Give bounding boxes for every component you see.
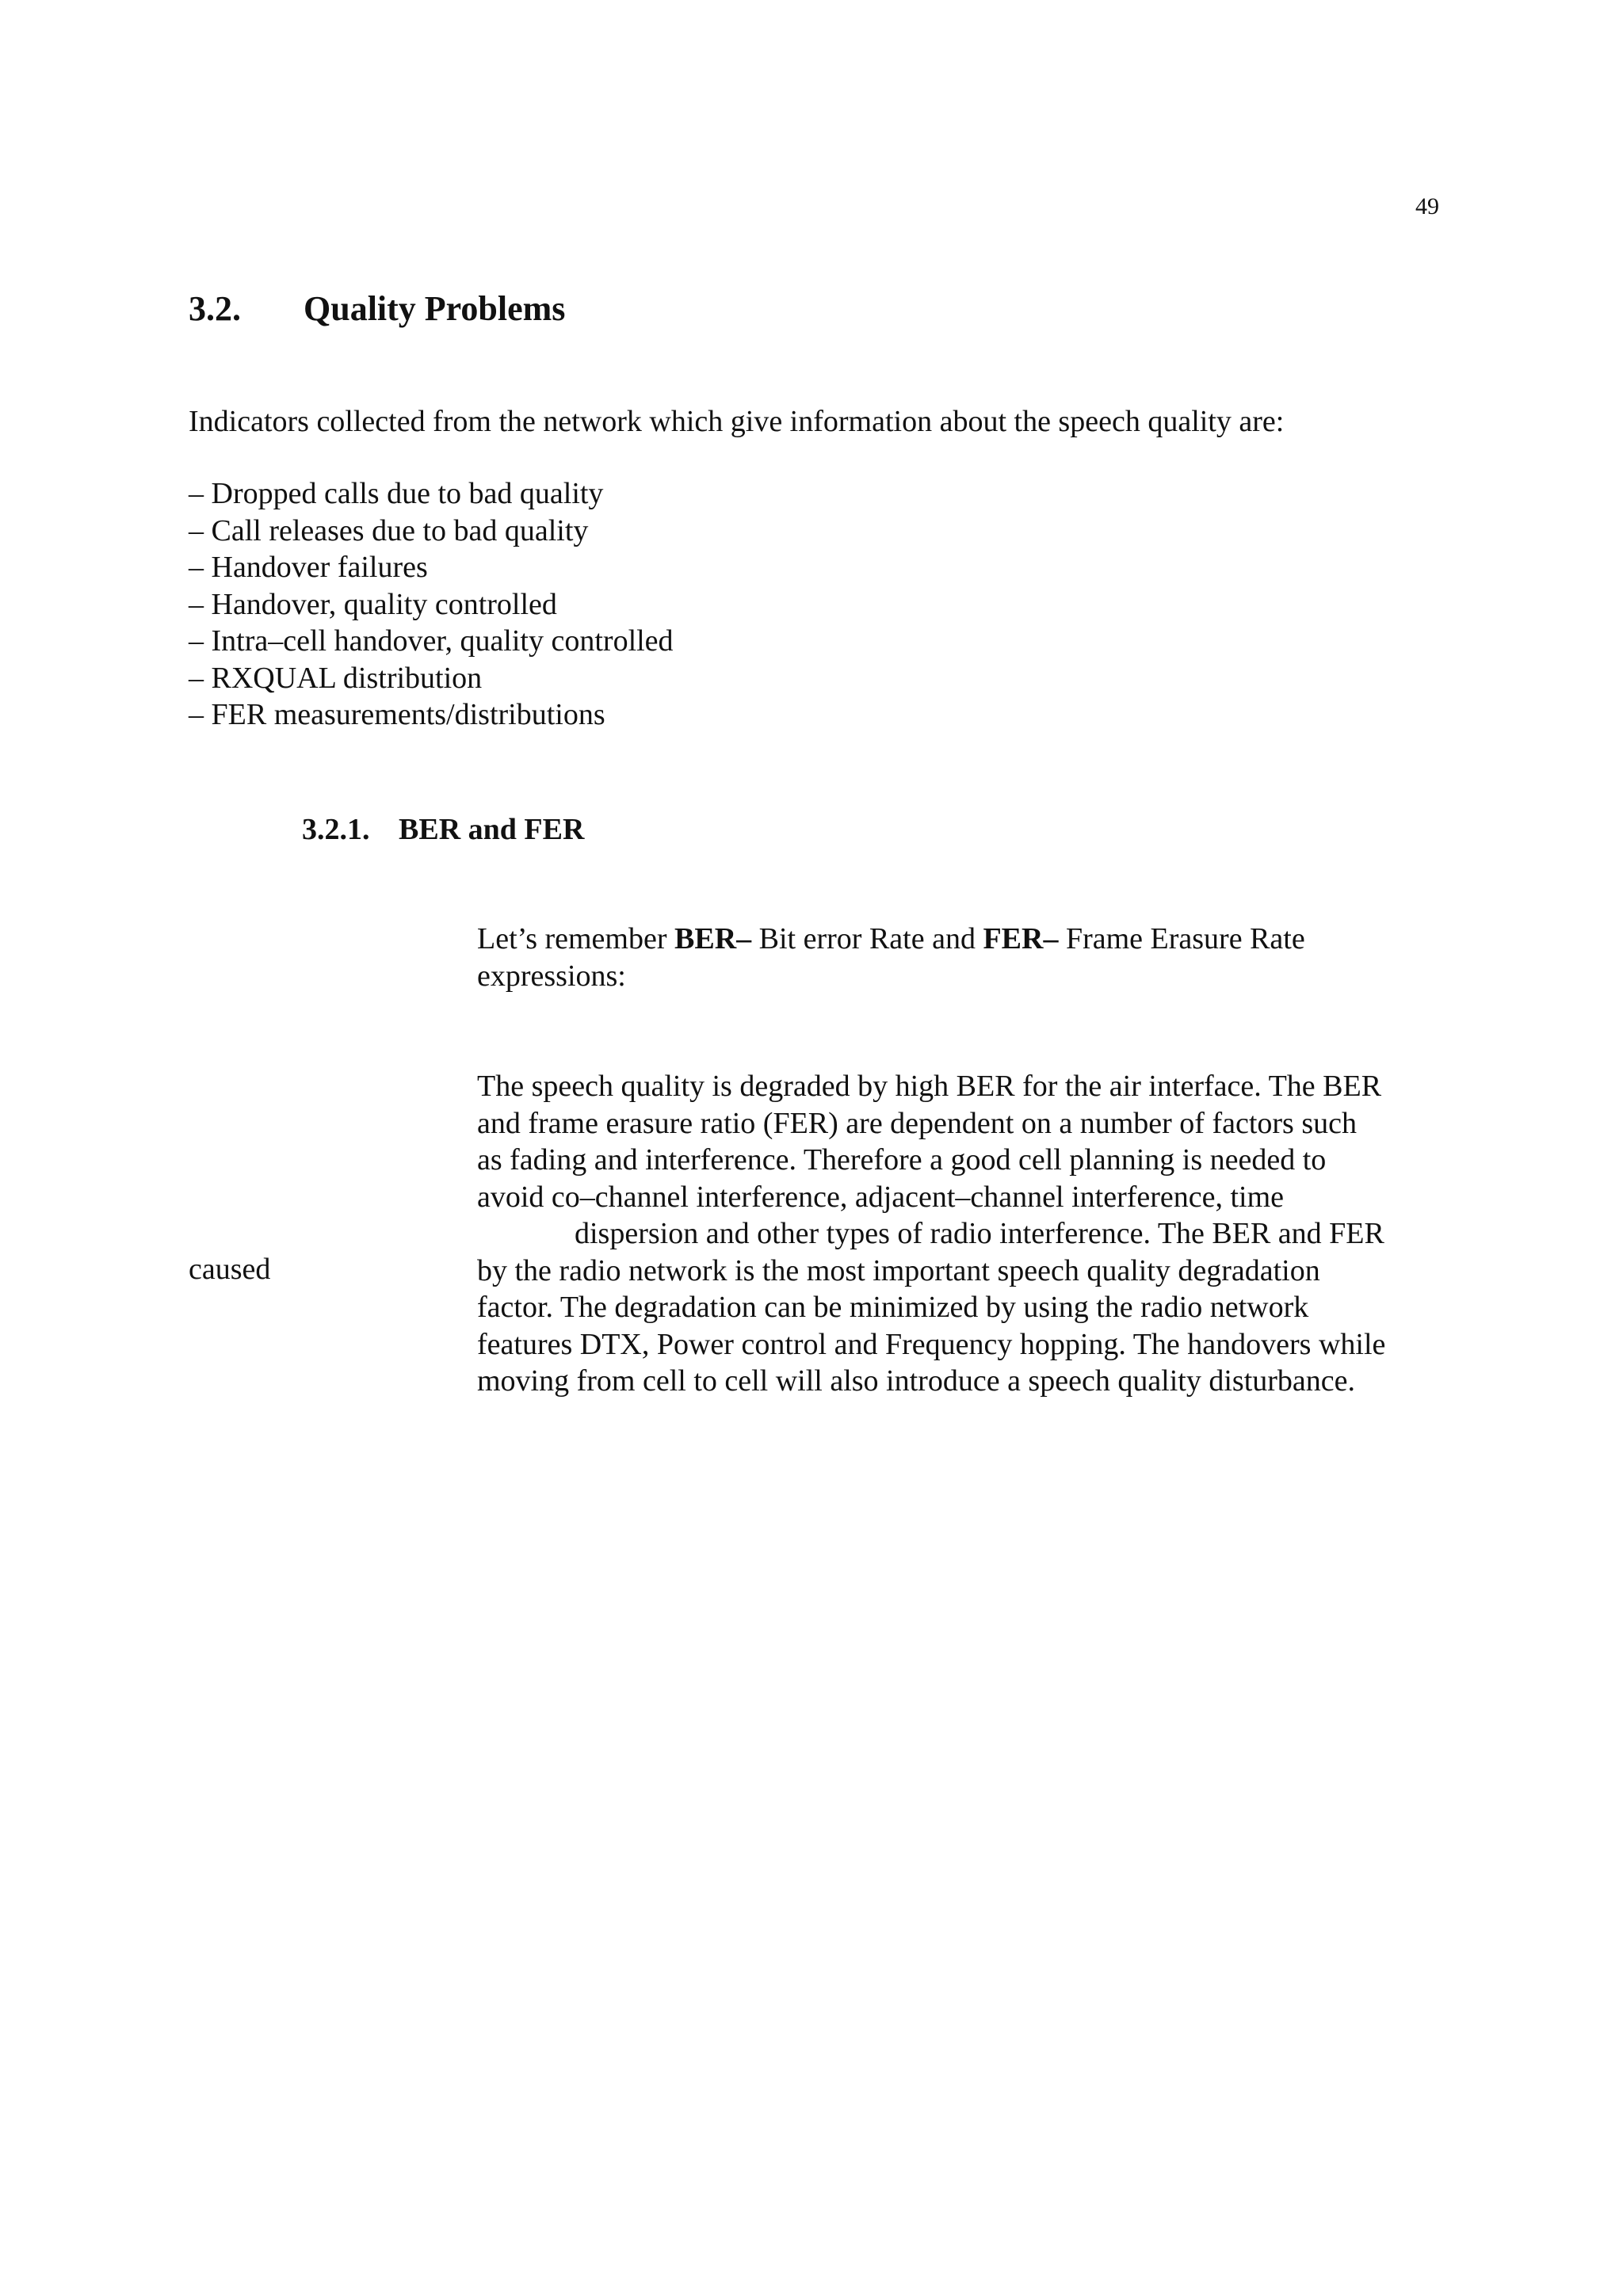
paragraph-line: and frame erasure ratio (FER) are dependent on a number of factors such bbox=[477, 1106, 1357, 1140]
subsection-heading bbox=[302, 812, 584, 847]
ber-term: BER– bbox=[674, 922, 752, 955]
lead-text: Let’s remember bbox=[477, 922, 675, 955]
paragraph-line: factor. The degradation can be minimized by using the radio network bbox=[477, 1291, 1309, 1324]
list-item: – Call releases due to bad quality bbox=[189, 513, 589, 547]
section-number: 3.2. bbox=[189, 289, 241, 328]
mid-text: Bit error Rate and bbox=[751, 922, 983, 955]
tail-text: Frame Erasure Rate bbox=[1058, 922, 1305, 955]
section-heading bbox=[189, 288, 565, 329]
list-item: – Handover failures bbox=[189, 551, 428, 584]
paragraph-line: avoid co–channel interference, adjacent–channel interference, time bbox=[477, 1180, 1285, 1214]
list-item: – Intra–cell handover, quality controlled bbox=[189, 624, 674, 658]
subsection-number: 3.2.1. bbox=[302, 813, 370, 846]
paragraph-line: as fading and interference. Therefore a good cell planning is needed to bbox=[477, 1143, 1327, 1177]
paragraph-line: The speech quality is degraded by high BER for the air interface. The BER bbox=[477, 1070, 1382, 1103]
list-item: – Dropped calls due to bad quality bbox=[189, 477, 604, 510]
paragraph-line: expressions: bbox=[477, 959, 626, 993]
paragraph-line: by the radio network is the most important speech quality degradation bbox=[477, 1253, 1320, 1287]
page-number: 49 bbox=[1415, 193, 1439, 219]
section-title: Quality Problems bbox=[304, 289, 566, 328]
intro-text: Indicators collected from the network which give information about the speech quality are: bbox=[189, 405, 1285, 438]
indicator-list bbox=[189, 475, 674, 734]
paragraph-line bbox=[477, 921, 1305, 958]
paragraph-line: features DTX, Power control and Frequency hopping. The handovers while bbox=[477, 1327, 1386, 1361]
subsection-title: BER and FER bbox=[399, 813, 585, 846]
margin-word: caused bbox=[189, 1253, 271, 1286]
list-item: – FER measurements/distributions bbox=[189, 698, 605, 731]
list-item: – Handover, quality controlled bbox=[189, 587, 557, 621]
speech-quality-paragraph bbox=[477, 1068, 1385, 1400]
fer-term: FER– bbox=[983, 922, 1059, 955]
list-item: – RXQUAL distribution bbox=[189, 661, 483, 695]
paragraph-line: dispersion and other types of radio interference. The BER and FER bbox=[575, 1217, 1384, 1250]
definitions-paragraph bbox=[477, 921, 1305, 994]
paragraph-line: moving from cell to cell will also introduce a speech quality disturbance. bbox=[477, 1364, 1356, 1398]
